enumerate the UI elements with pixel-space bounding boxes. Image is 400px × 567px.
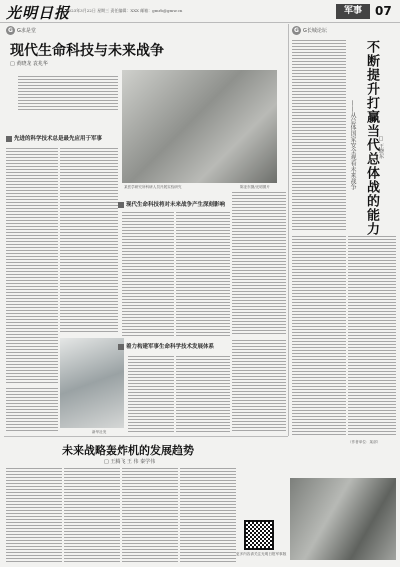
subhead-1-text: 先进的科学技术总是最先应用于军事 <box>14 136 103 142</box>
side-article-body-col-2 <box>292 236 346 436</box>
main-article-byline: □ 黄晓龙 袁兆华 <box>10 61 48 67</box>
main-article-subhead-3 <box>118 342 214 350</box>
side-article-photo <box>290 478 396 560</box>
main-article-lead <box>18 76 118 112</box>
bottom-article-body-col-3 <box>122 468 178 562</box>
side-article-body-col-3 <box>348 236 396 436</box>
column-tag <box>6 26 36 35</box>
newspaper-masthead: 光明日报 <box>6 4 71 22</box>
subhead-marker-icon <box>6 136 12 142</box>
side-column-tag-text: G长城论坛 <box>303 28 327 34</box>
main-article-body-col-1 <box>6 148 58 384</box>
side-column-tag <box>292 26 327 35</box>
main-article-body-col-6 <box>128 356 174 432</box>
side-article-byline: □ 王晓东 <box>378 136 384 159</box>
bottom-divider <box>4 436 288 437</box>
section-label: 军事 <box>336 4 370 19</box>
main-article-subhead-2 <box>118 200 225 208</box>
main-article-body-col-1b <box>6 388 58 432</box>
column-divider <box>288 24 289 436</box>
header-info: 2023年3月22日 星期三 责任编辑：XXX 邮箱：gmrb@gmw.cn <box>66 8 183 13</box>
bottom-article-byline: □ 王腾飞 王 伟 秦学伟 <box>104 459 156 465</box>
bottom-article-body-col-2 <box>64 468 120 562</box>
main-article-body-col-8 <box>232 340 286 432</box>
side-article-title: 不断提升打赢当代总体战的能力 <box>364 40 379 236</box>
qr-code[interactable] <box>244 520 274 550</box>
second-article-photo <box>60 338 124 428</box>
subhead-marker-icon <box>118 344 124 350</box>
side-article-subtitle: ——从总体国家安全观看未来战争 <box>349 100 356 190</box>
main-article-body-col-3 <box>122 212 174 336</box>
bottom-article-body-col-1 <box>6 468 62 562</box>
column-tag-icon: G <box>6 26 15 35</box>
subhead-marker-icon <box>118 202 124 208</box>
bottom-article-title: 未来战略轰炸机的发展趋势 <box>62 444 194 457</box>
main-article-body-col-2 <box>60 148 118 334</box>
second-photo-credit: 新华社发 <box>92 430 107 434</box>
column-tag-text: G求是堂 <box>17 28 36 34</box>
qr-caption: 更多内容请关注光明日报军事版 <box>236 552 287 556</box>
main-photo-credit: 陈亚东摄/光明图片 <box>240 185 270 189</box>
main-article-body-col-5 <box>232 192 286 336</box>
subhead-3-text: 着力构建军事生命科学技术发展体系 <box>126 344 215 350</box>
main-article-photo <box>122 70 277 183</box>
main-article-subhead-1 <box>6 134 102 142</box>
main-article-title: 现代生命科技与未来战争 <box>10 43 164 59</box>
subhead-2-text: 现代生命科技将对未来战争产生深刻影响 <box>126 202 226 208</box>
side-article-footnote: （作者单位：某部） <box>348 440 381 444</box>
side-article-body-col-1 <box>292 40 346 230</box>
main-photo-caption: 某医学研究所科研人员开展实验研究 <box>124 185 182 189</box>
main-article-body-col-7 <box>176 356 230 432</box>
column-tag-icon: G <box>292 26 301 35</box>
bottom-article-body-col-4 <box>180 468 236 562</box>
page-number: 07 <box>375 4 392 18</box>
main-article-body-col-4 <box>176 212 230 336</box>
